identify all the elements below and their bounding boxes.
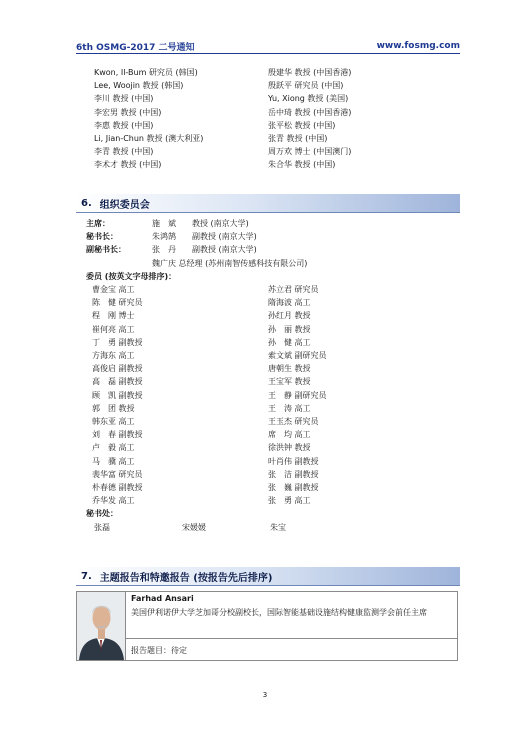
members-label: 委员 (按英文字母排序)： (86, 271, 177, 281)
section-number: 6. (81, 197, 92, 209)
member-entry: 王宝军 教授 (268, 377, 311, 387)
member-entry: 王玉杰 研究员 (268, 417, 319, 427)
member-entry: 席 均 高工 (268, 430, 311, 440)
member-entry: 隋海波 高工 (268, 298, 311, 308)
page-number: 3 (262, 691, 268, 699)
member-row (86, 428, 456, 441)
committee-row (94, 119, 454, 132)
committee-member: 周万欢 博士 (中国澳门) (268, 147, 352, 157)
member-row (86, 349, 456, 362)
member-entry: 郭 团 教授 (92, 403, 135, 413)
officer-detail: 副教授 (南京大学) (192, 245, 257, 255)
section-heading-organizing-committee (76, 194, 460, 213)
member-entry: 顾 凯 副教授 (92, 390, 143, 400)
speaker-topic: 报告题目：待定 (131, 646, 187, 655)
member-entry: 方海东 高工 (92, 351, 135, 361)
member-entry: 马 骥 高工 (92, 456, 135, 466)
officer-name: 朱鸿鹄 (152, 232, 176, 242)
member-entry: 张 勇 高工 (268, 496, 311, 506)
committee-member: Yu, Xiong 教授 (美国) (268, 94, 349, 104)
member-entry: 孙 健 高工 (268, 337, 311, 347)
member-entry: 张 巍 副教授 (268, 483, 319, 493)
member-entry: 徐洪钟 教授 (268, 443, 311, 453)
member-entry: 苏立君 研究员 (268, 285, 319, 295)
officer-name: 张 丹 (152, 245, 176, 255)
member-entry: 裴华富 研究员 (92, 469, 143, 479)
committee-member: 李术才 教授 (中国) (94, 160, 162, 170)
committee-member: 张平松 教授 (中国) (268, 120, 336, 130)
member-row (86, 415, 456, 428)
committee-member: 殷建华 教授 (中国香港) (268, 68, 352, 77)
member-row (86, 296, 456, 309)
member-row (86, 375, 456, 388)
member-entry: 朴春德 副教授 (92, 483, 143, 493)
speaker-bio: 美国伊利诺伊大学芝加哥分校副校长，国际智能基础设施结构健康监测学会前任主席 (131, 608, 427, 617)
member-row (86, 336, 456, 349)
committee-member: 李川 教授 (中国) (94, 94, 154, 104)
member-entry: 孙 丽 教授 (268, 324, 311, 334)
member-entry: 王 涛 高工 (268, 403, 311, 413)
committee-member: 殷跃平 研究员 (中国) (268, 81, 344, 91)
section-number: 7. (81, 570, 92, 582)
secretariat-label: 秘书处： (86, 509, 118, 519)
committee-member: 李宏男 教授 (中国) (94, 107, 162, 117)
committee-row (94, 92, 454, 105)
member-row (86, 468, 456, 481)
officer-role: 主席： (86, 219, 110, 228)
member-entry: 高俊启 副教授 (92, 364, 143, 374)
committee-row (94, 145, 454, 158)
member-entry: 丁 勇 副教授 (92, 337, 143, 347)
member-row (86, 323, 456, 336)
member-row (86, 362, 456, 375)
committee-list (94, 66, 454, 172)
committee-member: Kwon, Il-Bum 研究员 (韩国) (94, 68, 198, 77)
secretariat-member: 张磊 (94, 522, 110, 532)
member-entry: 韩东亚 高工 (92, 417, 135, 427)
header-rule (76, 53, 460, 54)
secretariat-member: 宋媛媛 (182, 522, 206, 532)
member-row (86, 494, 456, 507)
committee-row (94, 132, 454, 145)
speaker-name: Farhad Ansari (131, 594, 194, 603)
officer-detail: 教授 (南京大学) (192, 219, 249, 228)
member-entry: 王 静 副研究员 (268, 390, 327, 400)
member-entry: 索文斌 副研究员 (268, 351, 327, 361)
member-entry: 曹金宝 高工 (92, 285, 135, 295)
committee-row (94, 66, 454, 79)
member-entry: 高 磊 副教授 (92, 377, 143, 387)
section-title: 组织委员会 (99, 199, 150, 211)
committee-member: Lee, Woojin 教授 (韩国) (94, 81, 184, 91)
speaker-card-divider (126, 638, 457, 639)
committee-member: 岳中琦 教授 (中国香港) (268, 107, 352, 117)
member-row (86, 441, 456, 454)
secretariat-row (86, 521, 456, 534)
header-conference-title: 6th OSMG-2017 二号通知 (76, 42, 195, 53)
officer-extra-line: 魏广庆 总经理 (苏州南智传感科技有限公司) (152, 258, 308, 268)
officer-role: 副秘书长： (86, 245, 126, 255)
committee-member: 朱合华 教授 (中国) (268, 160, 336, 170)
member-row (86, 309, 456, 322)
member-entry: 叶肖伟 副教授 (268, 456, 319, 466)
member-entry: 卢 毅 高工 (92, 443, 135, 453)
committee-member: Li, Jian-Chun 教授 (澳大利亚) (94, 134, 204, 144)
member-entry: 唐朝生 教授 (268, 364, 311, 374)
committee-member: 李青 教授 (中国) (94, 147, 154, 157)
speaker-card (76, 591, 458, 661)
committee-member: 张青 教授 (中国) (268, 134, 328, 144)
member-row (86, 402, 456, 415)
speaker-photo (77, 592, 126, 660)
officer-row-chair (86, 217, 456, 230)
officer-row-secretary-general (86, 230, 456, 243)
committee-member: 李惠 教授 (中国) (94, 120, 154, 130)
member-entry: 孙红月 教授 (268, 311, 311, 321)
member-entry: 陈 健 研究员 (92, 298, 143, 308)
member-entry: 崔何亮 高工 (92, 324, 135, 334)
organizing-committee (86, 217, 456, 534)
officer-role: 秘书长： (86, 232, 118, 242)
committee-row (94, 158, 454, 171)
secretariat-member: 朱宝 (270, 522, 286, 532)
member-entry: 张 洁 副教授 (268, 469, 319, 479)
member-entry: 乔华发 高工 (92, 496, 135, 506)
section-title: 主题报告和特邀报告 (按报告先后排序) (99, 572, 273, 584)
officer-row-deputy-secretary-general (86, 243, 456, 256)
page-header (76, 39, 460, 53)
header-website: www.fosmg.com (376, 41, 460, 51)
officer-detail: 副教授 (南京大学) (192, 232, 257, 242)
speaker-portrait-image (77, 592, 126, 660)
committee-row (94, 106, 454, 119)
member-entry: 程 刚 博士 (92, 311, 135, 321)
officer-name: 施 斌 (152, 219, 176, 228)
member-row (86, 283, 456, 296)
committee-row (94, 79, 454, 92)
member-row (86, 481, 456, 494)
member-entry: 刘 春 副教授 (92, 430, 143, 440)
member-row (86, 455, 456, 468)
section-heading-keynote-reports (76, 567, 460, 586)
member-row (86, 389, 456, 402)
